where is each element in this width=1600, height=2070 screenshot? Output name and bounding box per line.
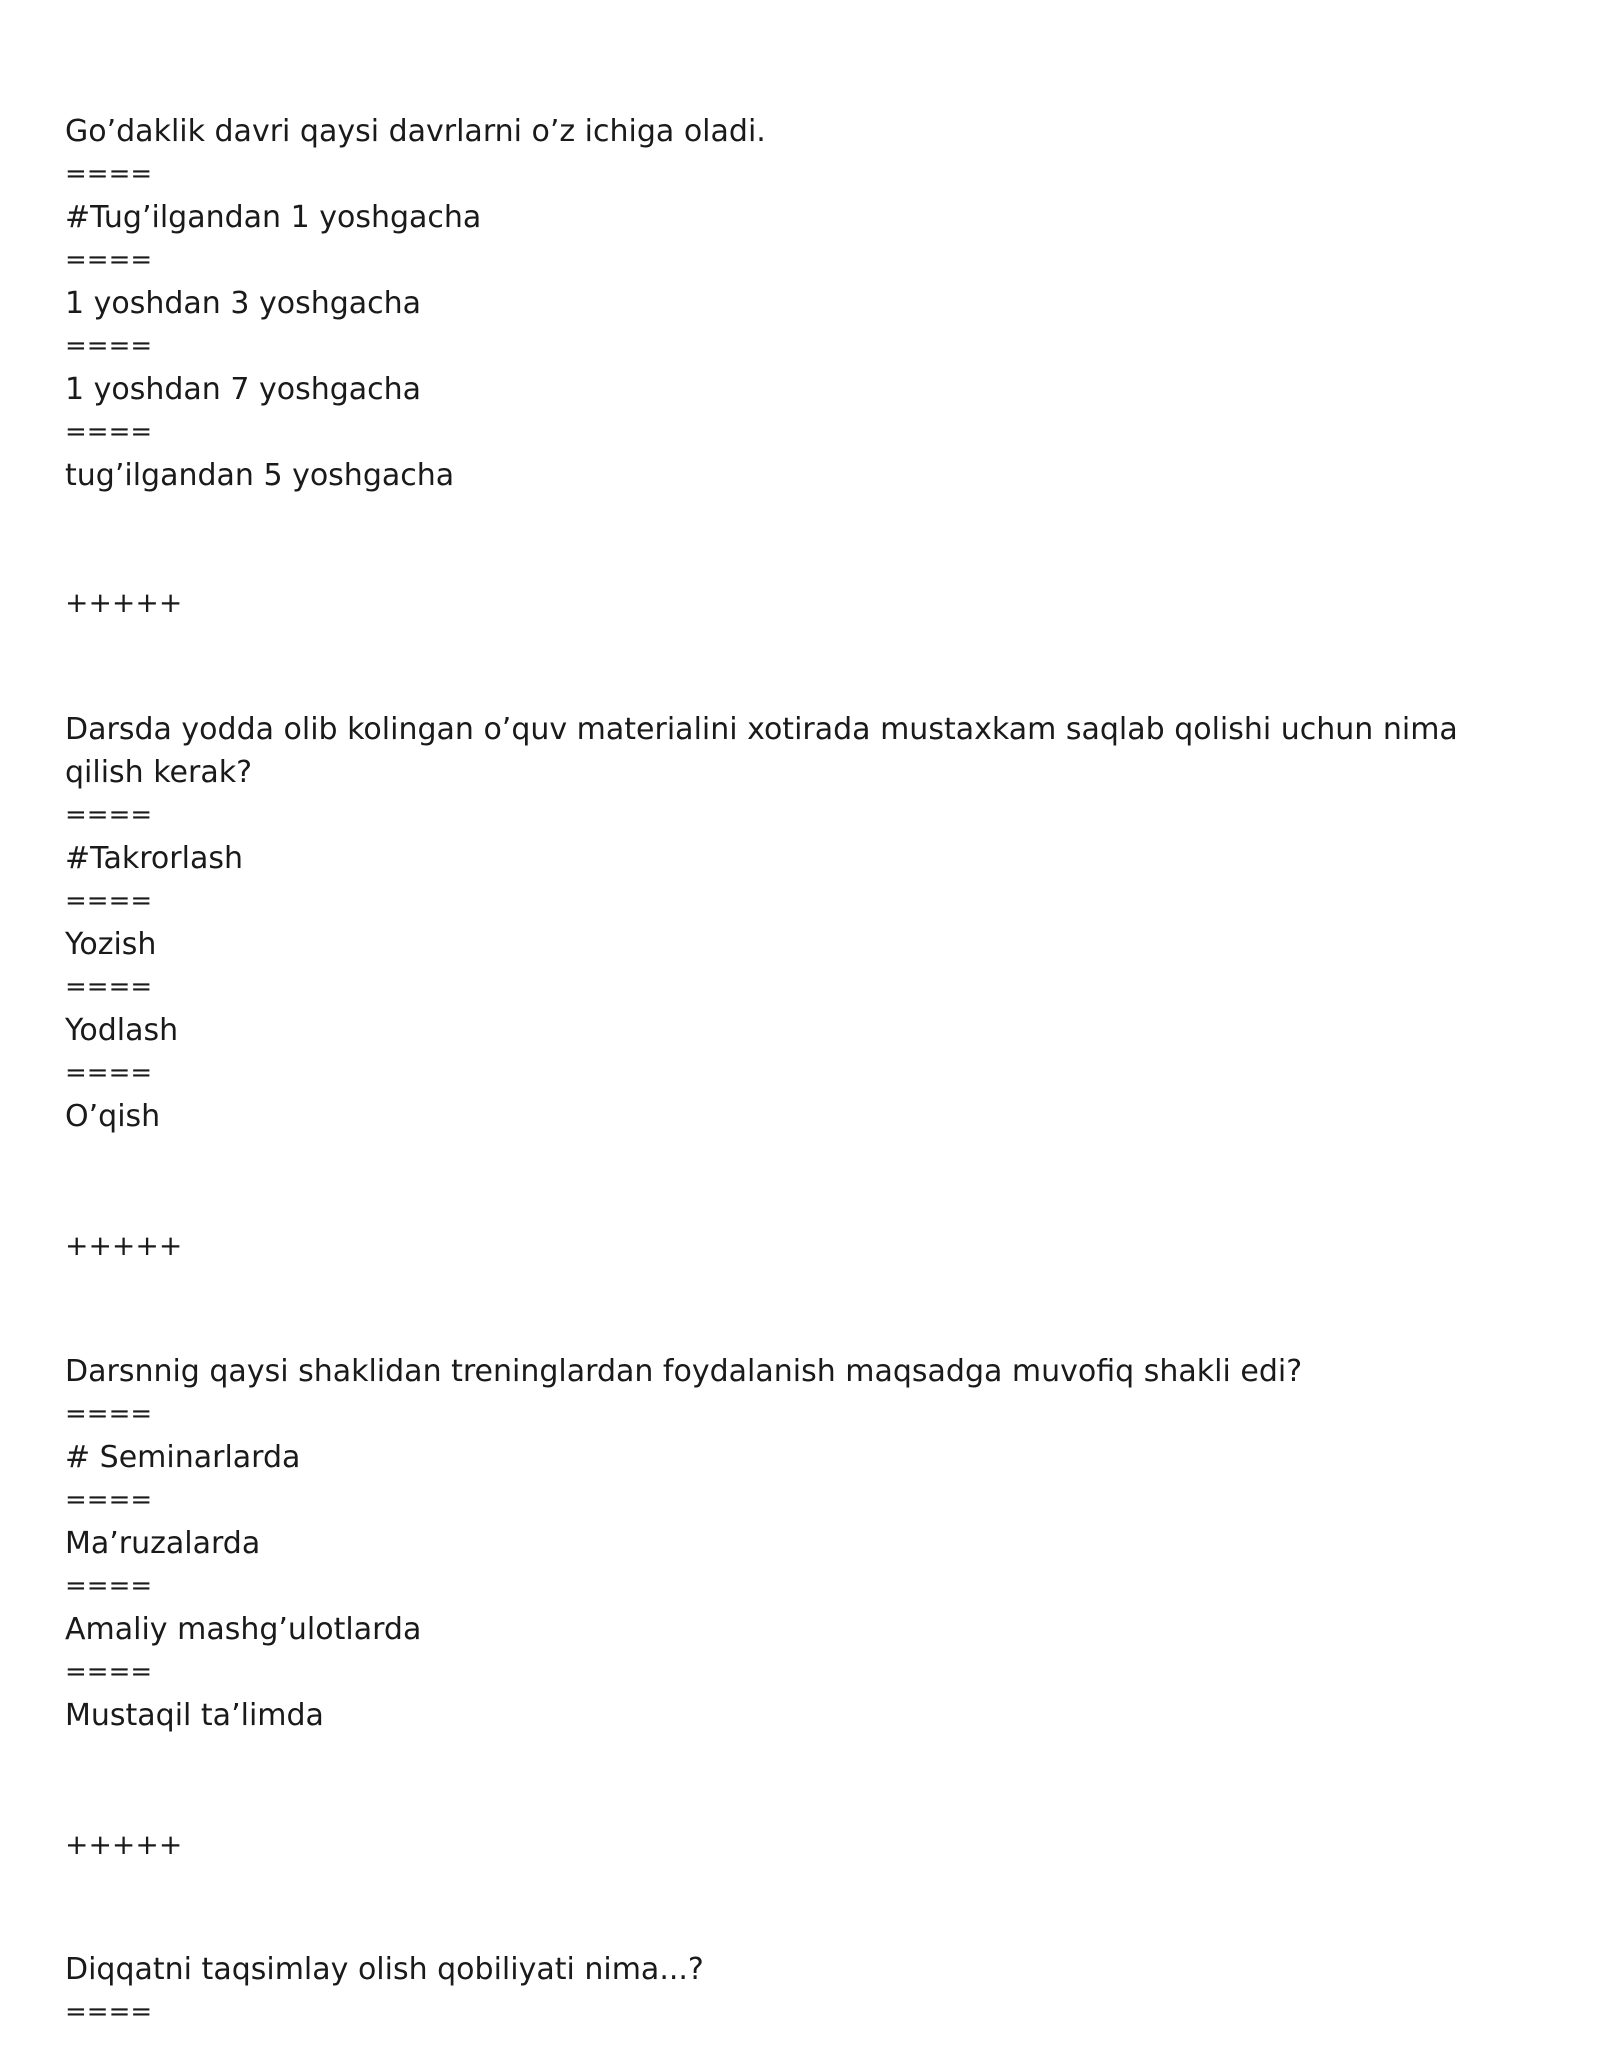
question-text: Diqqatni taqsimlay olish qobiliyati nima...? xyxy=(65,1952,704,1987)
question-end-marker: +++++ xyxy=(65,586,183,619)
answer-separator: ==== xyxy=(65,245,153,275)
answer-separator: ==== xyxy=(65,417,153,447)
answer-option-correct: #Tug’ilgandan 1 yoshgacha xyxy=(65,200,482,235)
question-text: Go’daklik davri qaysi davrlarni o’z ichiga oladi. xyxy=(65,114,766,149)
answer-option-correct: # Seminarlarda xyxy=(65,1440,301,1475)
question-block-1 xyxy=(65,110,1535,497)
answer-separator: ==== xyxy=(65,159,153,189)
answer-option: 1 yoshdan 3 yoshgacha xyxy=(65,286,422,321)
question-text: Darsda yodda olib kolingan o’quv materialini xotirada mustaxkam saqlab qolishi uchun nima qilish kerak? xyxy=(65,712,1468,790)
answer-option-correct: #Takrorlash xyxy=(65,841,243,876)
answer-separator: ==== xyxy=(65,1485,153,1515)
question-end-marker: +++++ xyxy=(65,1828,183,1861)
answer-separator: ==== xyxy=(65,800,153,830)
question-end-marker: +++++ xyxy=(65,1229,183,1262)
answer-option: O’qish xyxy=(65,1099,161,1134)
answer-separator: ==== xyxy=(65,1058,153,1088)
answer-separator: ==== xyxy=(65,331,153,361)
answer-option: tug’ilgandan 5 yoshgacha xyxy=(65,458,455,493)
answer-option: Mustaqil ta’limda xyxy=(65,1698,324,1733)
answer-separator: ==== xyxy=(65,1571,153,1601)
question-text: Darsnnig qaysi shaklidan treninglardan foydalanish maqsadga muvofiq shakli edi? xyxy=(65,1354,1303,1389)
answer-separator: ==== xyxy=(65,1399,153,1429)
answer-option: Amaliy mashg’ulotlarda xyxy=(65,1612,422,1647)
answer-option: Yodlash xyxy=(65,1013,179,1048)
answer-option: Yozish xyxy=(65,927,157,962)
question-block-4 xyxy=(65,1948,1535,2034)
answer-separator: ==== xyxy=(65,1997,153,2027)
answer-option: Ma’ruzalarda xyxy=(65,1526,261,1561)
answer-option: 1 yoshdan 7 yoshgacha xyxy=(65,372,422,407)
question-block-3 xyxy=(65,1350,1535,1737)
answer-separator: ==== xyxy=(65,972,153,1002)
answer-separator: ==== xyxy=(65,886,153,916)
question-block-2 xyxy=(65,708,1535,1138)
answer-separator: ==== xyxy=(65,1657,153,1687)
